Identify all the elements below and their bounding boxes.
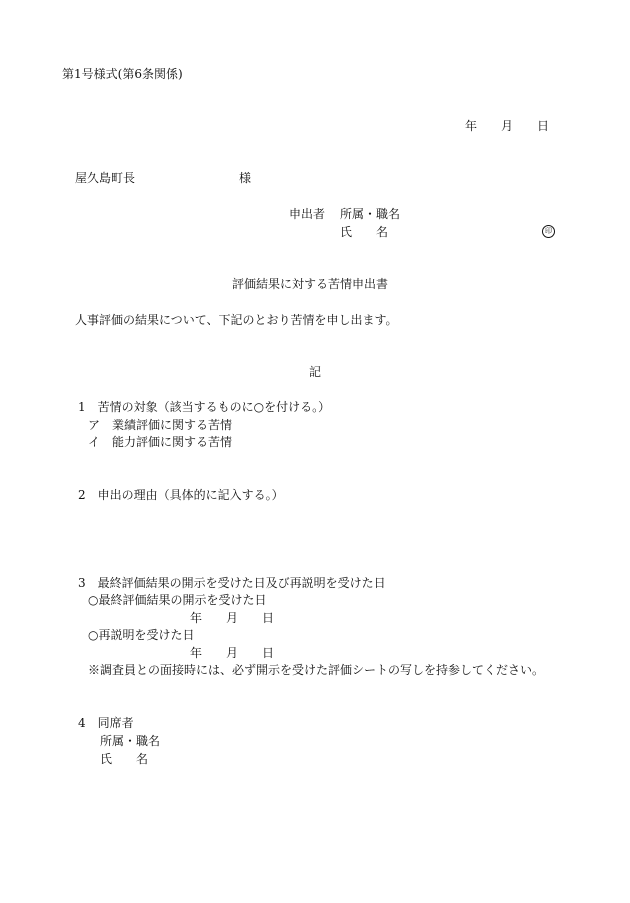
applicant-affiliation-label: 所属・職名 — [340, 207, 401, 221]
section-3-final-date: 年 月 日 — [190, 611, 275, 625]
section-2-heading: 2 申出の理由（具体的に記入する。） — [78, 488, 284, 502]
section-1-heading: 1 苦情の対象（該当するものに○を付ける。） — [78, 400, 331, 414]
section-3-final-label: ○最終評価結果の開示を受けた日 — [88, 593, 267, 607]
applicant-label: 申出者 — [289, 207, 326, 221]
section-4-heading: 4 同席者 — [78, 716, 134, 730]
form-number: 第1号様式(第6条関係) — [62, 67, 183, 81]
intro-text: 人事評価の結果について、下記のとおり苦情を申し出ます。 — [75, 313, 398, 327]
applicant-name-label: 氏 名 — [340, 225, 389, 239]
section-3-re-label: ○再説明を受けた日 — [88, 628, 195, 642]
section-1-item-a: ア 業績評価に関する苦情 — [88, 418, 233, 432]
section-3-note: ※調査員との面接時には、必ず開示を受けた評価シートの写しを持参してください。 — [88, 663, 545, 677]
seal-mark-icon: 印 — [542, 225, 555, 238]
addressee-name: 屋久島町長 — [75, 171, 136, 185]
section-3-re-date: 年 月 日 — [190, 646, 275, 660]
ki-heading: 記 — [309, 365, 322, 379]
addressee-honorific: 様 — [239, 171, 252, 185]
section-4-name-label: 氏 名 — [100, 752, 149, 766]
section-3-heading: 3 最終評価結果の開示を受けた日及び再説明を受けた日 — [78, 576, 386, 590]
date-line: 年 月 日 — [465, 119, 550, 133]
section-1-item-i: イ 能力評価に関する苦情 — [88, 435, 233, 449]
document-title: 評価結果に対する苦情申出書 — [232, 277, 389, 291]
section-4-affiliation-label: 所属・職名 — [100, 734, 161, 748]
